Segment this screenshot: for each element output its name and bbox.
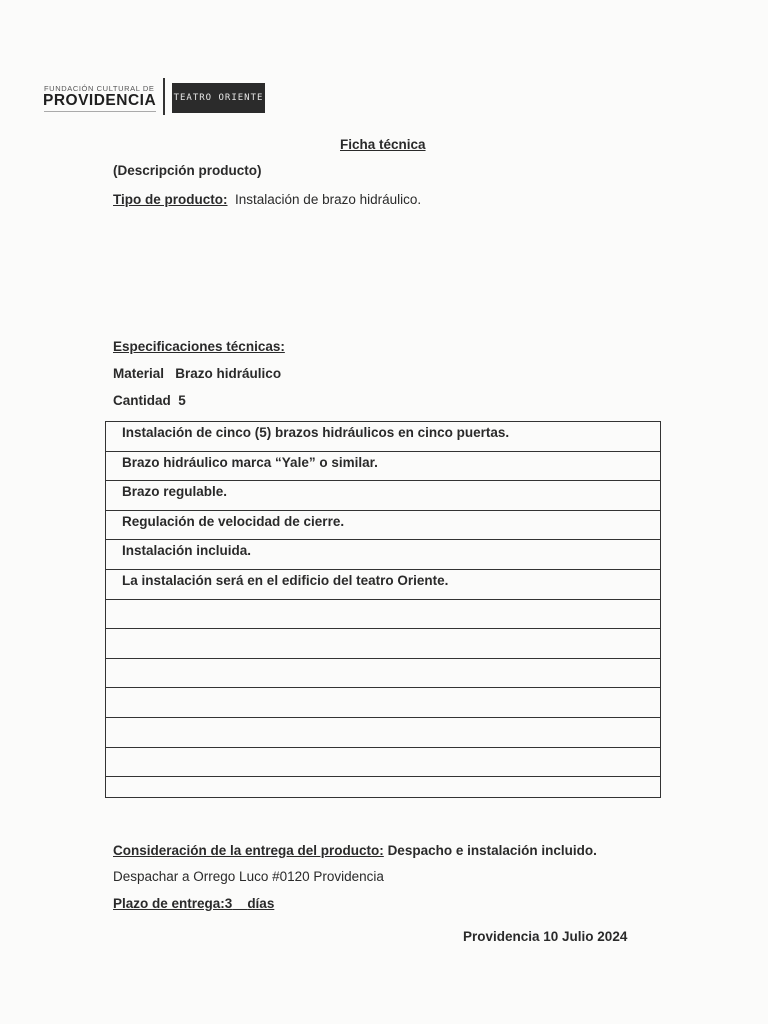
logo-separator (163, 78, 165, 115)
spec-row: Brazo hidráulico marca “Yale” o similar. (106, 452, 660, 482)
quantity-line (113, 393, 186, 408)
delivery-label: Consideración de la entrega del producto: (113, 843, 384, 858)
material-line (113, 366, 281, 381)
spec-row: Instalación de cinco (5) brazos hidráulicos en cinco puertas. (106, 422, 660, 452)
document-subtitle: (Descripción producto) (113, 163, 262, 178)
spec-row: Instalación incluida. (106, 540, 660, 570)
quantity-label: Cantidad (113, 393, 171, 408)
spec-row (106, 600, 660, 630)
spec-table (105, 421, 661, 798)
product-type-line (113, 192, 421, 207)
product-type-value: Instalación de brazo hidráulico. (235, 192, 422, 207)
spec-row: Brazo regulable. (106, 481, 660, 511)
spec-row (106, 718, 660, 748)
teatro-oriente-logo (172, 83, 265, 113)
quantity-value: 5 (178, 393, 186, 408)
delivery-term-label: Plazo de entrega:3 (113, 896, 233, 911)
product-type-label: Tipo de producto: (113, 192, 228, 207)
logo-org-small-text: FUNDACIÓN CULTURAL DE (44, 84, 155, 93)
place-date: Providencia 10 Julio 2024 (463, 929, 628, 944)
delivery-term (113, 896, 274, 911)
spec-row: La instalación será en el edificio del teatro Oriente. (106, 570, 660, 600)
teatro-oriente-logo-text: TEATRO ORIENTE (173, 93, 264, 103)
spec-row (106, 629, 660, 659)
logo-org-name: PROVIDENCIA (43, 92, 157, 109)
spec-row (106, 748, 660, 778)
spec-row (106, 688, 660, 718)
specs-heading: Especificaciones técnicas: (113, 339, 285, 354)
logo-underline (44, 111, 156, 112)
material-value: Brazo hidráulico (175, 366, 282, 381)
delivery-term-unit: días (247, 896, 275, 911)
spec-row (106, 777, 660, 797)
document-title: Ficha técnica (340, 137, 426, 152)
spec-row (106, 659, 660, 689)
delivery-value: Despacho e instalación incluido. (387, 843, 597, 858)
material-label: Material (113, 366, 165, 381)
delivery-line (113, 843, 597, 858)
delivery-address: Despachar a Orrego Luco #0120 Providencia (113, 869, 384, 884)
spec-row: Regulación de velocidad de cierre. (106, 511, 660, 541)
